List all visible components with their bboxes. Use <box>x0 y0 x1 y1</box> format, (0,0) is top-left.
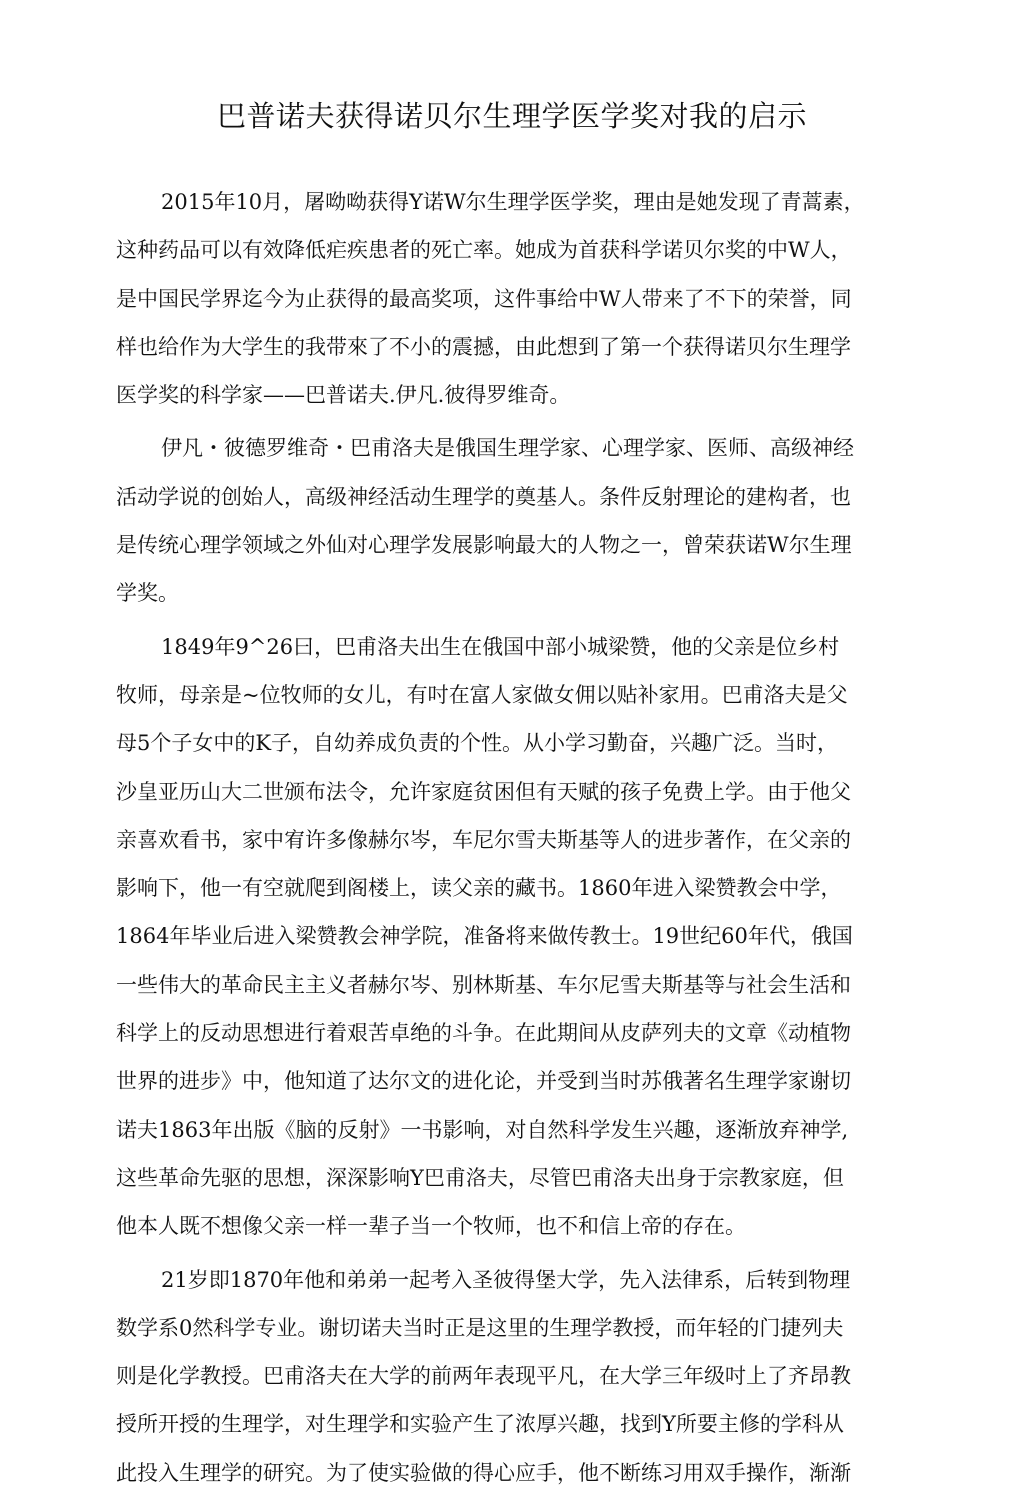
text-line: 1864年毕业后进入梁赞教会神学院，准备将来做传教士。19世纪60年代，俄国 <box>116 924 853 949</box>
text-line: 科学上的反动思想进行着艰苦卓绝的斗争。在此期间从皮萨列夫的文章《动植物 <box>116 1021 851 1046</box>
text-line: 世界的进步》中，他知道了达尔文的进化论，并受到当时苏俄著名生理学家谢切 <box>116 1069 851 1094</box>
text-line: 伊凡・彼德罗维奇・巴甫洛夫是俄国生理学家、心理学家、医师、高级神经 <box>161 436 854 461</box>
text-line: 2015年10月，屠呦呦获得Y诺W尔生理学医学奖，理由是她发现了青蒿素， <box>161 190 865 214</box>
text-line: 数学系0然科学专业。谢切诺夫当时正是这里的生理学教授，而年轻的门捷列夫 <box>116 1315 844 1340</box>
text-line: 活动学说的创始人，高级神经活动生理学的奠基人。条件反射理论的建构者，也 <box>116 484 851 509</box>
text-line: 一些伟大的革命民主主义者赫尔岑、别林斯基、车尔尼雪夫斯基等与社会生活和 <box>116 972 851 997</box>
text-line: 亲喜欢看书，家中宥许多像赫尔岑，车尼尔雪夫斯基等人的进步著作，在父亲的 <box>116 827 851 852</box>
text-line: 影响下，他一有空就爬到阁楼上，读父亲的藏书。1860年进入梁赞教会中学， <box>116 876 842 901</box>
text-line: 这些革命先驱的思想，深深影响Y巴甫洛夫，尽管巴甫洛夫出身于宗教家庭，但 <box>116 1165 844 1190</box>
text-line: 沙皇亚历山大二世颁布法令，允许家庭贫困但有天赋的孩子免费上学。由于他父 <box>116 779 851 804</box>
text-line: 他本人既不想像父亲一样一辈子当一个牧师，也不和信上帝的存在。 <box>116 1214 746 1239</box>
text-line: 牧师，母亲是~位牧师的女儿，有吋在富人家做女佣以贴补家用。巴甫洛夫是父 <box>116 682 848 707</box>
text-line: 授所开授的生理学，对生理学和实验产生了浓厚兴趣，找到Y所要主修的学科从 <box>116 1412 844 1437</box>
document-title: 巴普诺夫获得诺贝尔生理学医学奖对我的启示 <box>216 99 807 133</box>
text-line: 则是化学教授。巴甫洛夫在大学的前两年表现平凡，在大学三年级吋上了齐昂教 <box>116 1364 851 1389</box>
text-line: 是中国民学界迄今为止获得的最高奖项，这件事给中W人带来了不下的荣誉，同 <box>116 286 852 311</box>
document-body <box>116 178 890 1502</box>
text-line: 是传统心理学领域之外仙对心理学发展影响最大的人物之一，曾荣获诺W尔生理 <box>116 533 852 558</box>
text-line: 这种药品可以有效降低疟疾患者的死亡率。她成为首获科学诺贝尔奖的中W人， <box>116 238 852 263</box>
text-line: 21岁即1870年他和弟弟一起考入圣彼得堡大学，先入法律系，后转到物理 <box>161 1267 851 1292</box>
paragraph <box>116 623 890 1251</box>
text-line: 样也给作为大学生的我带來了不小的震撼，由此想到了第一个获得诺贝尔生理学 <box>116 334 851 359</box>
text-line: 1849年9^26曰，巴甫洛夫出生在俄国中部小城梁赞，他的父亲是位乡村 <box>161 634 840 659</box>
text-line: 诺夫1863年出版《脑的反射》一书影响，对自然科学发生兴趣，逐渐放弃神学, <box>116 1117 849 1142</box>
paragraph <box>116 1256 890 1497</box>
text-line: 此投入生理学的研究。为了使实验做的得心应手，他不断练习用双手操作，渐渐 <box>116 1460 851 1485</box>
text-line: 医学奖的科学家——巴普诺夫.伊凡.彼得罗维奇。 <box>116 383 571 408</box>
paragraph <box>116 178 890 419</box>
text-line: 母5个子女中的K子，自幼养成负责的个性。从小学习勤奋，兴趣广泛。当时， <box>116 731 839 756</box>
text-line: 学奖。 <box>116 581 179 606</box>
paragraph <box>116 424 890 617</box>
